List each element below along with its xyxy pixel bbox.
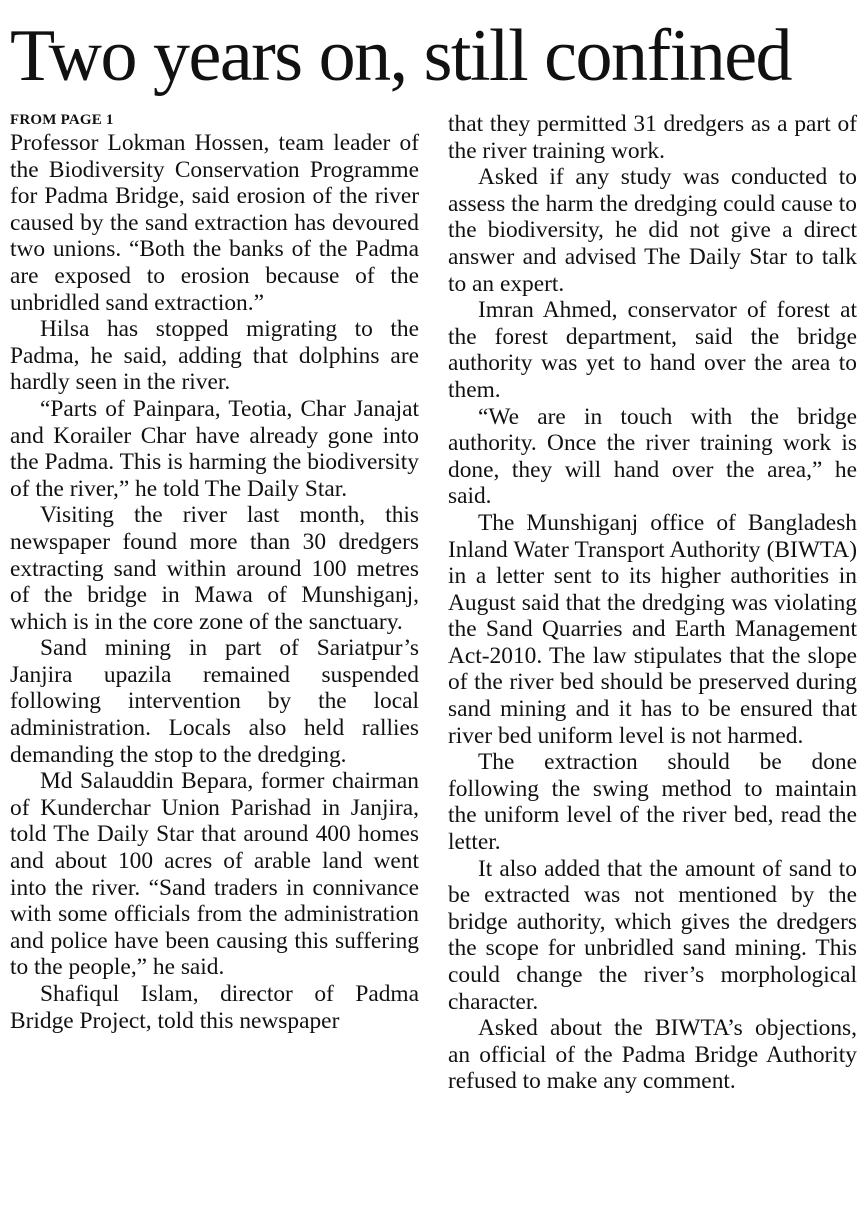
headline: Two years on, still confined [10, 15, 792, 97]
paragraph: “We are in touch with the bridge authority. Once the river training work is done, they will hand over the area,” he said. [448, 403, 857, 510]
article-column-left [10, 111, 419, 1034]
paragraph: Professor Lokman Hossen, team leader of the Biodiversity Conservation Programme for Padma Bridge, said erosion of the river caused by the sand extraction has devoured two unions. “Both the banks of the Padma are exposed to erosion because of the unbridled sand extraction.” [10, 130, 419, 316]
paragraph: Asked about the BIWTA’s objections, an official of the Padma Bridge Authority refused to make any comment. [448, 1015, 857, 1095]
paragraph: Imran Ahmed, conservator of forest at the forest department, said the bridge authority was yet to hand over the area to them. [448, 297, 857, 403]
paragraph: It also added that the amount of sand to be extracted was not mentioned by the bridge authority, which gives the dredgers the scope for unbridled sand mining. This could change the river’s morphological character. [448, 855, 857, 1015]
paragraph: Shafiqul Islam, director of Padma Bridge Project, told this newspaper [10, 981, 419, 1034]
paragraph: “Parts of Painpara, Teotia, Char Janajat and Korailer Char have already gone into the Padma. This is harming the biodiversity of the river,” he told The Daily Star. [10, 395, 419, 502]
paragraph: Asked if any study was conducted to assess the harm the dredging could cause to the biodiversity, he did not give a direct answer and advised The Daily Star to talk to an expert. [448, 164, 857, 297]
paragraph: Sand mining in part of Sariatpur’s Janjira upazila remained suspended following intervention by the local administration. Locals also held rallies demanding the stop to the dredging. [10, 635, 419, 768]
paragraph: that they permitted 31 dredgers as a part of the river training work. [448, 111, 857, 164]
paragraph: The extraction should be done following the swing method to maintain the uniform level of the river bed, read the letter. [448, 749, 857, 856]
paragraph: Hilsa has stopped migrating to the Padma, he said, adding that dolphins are hardly seen in the river. [10, 316, 419, 396]
paragraph: Visiting the river last month, this newspaper found more than 30 dredgers extracting sand within around 100 metres of the bridge in Mawa of Munshiganj, which is in the core zone of the sanctuary. [10, 502, 419, 635]
paragraph: The Munshiganj office of Bangladesh Inland Water Transport Authority (BIWTA) in a letter sent to its higher authorities in August said that the dredging was violating the Sand Quarries and Earth Management Act-2010. The law stipulates that the slope of the river bed should be preserved during sand mining and it has to be ensured that river bed uniform level is not harmed. [448, 509, 857, 749]
paragraph: Md Salauddin Bepara, former chairman of Kunderchar Union Parishad in Janjira, told The Daily Star that around 400 homes and about 100 acres of arable land went into the river. “Sand traders in connivance with some officials from the administration and police have been causing this suffering to the people,” he said. [10, 768, 419, 981]
article-column-right [448, 111, 857, 1095]
continuation-label: FROM PAGE 1 [10, 112, 114, 128]
